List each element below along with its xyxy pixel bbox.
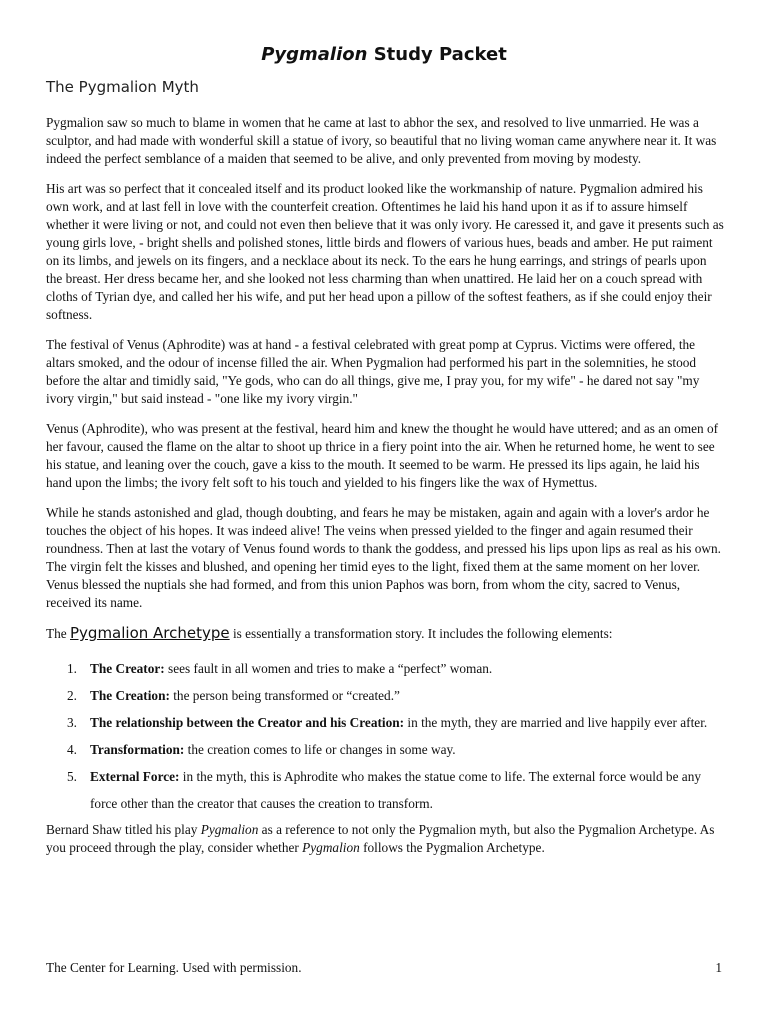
- list-item-desc: sees fault in all women and tries to make a “perfect” woman.: [164, 661, 493, 676]
- list-item-number: 2.: [67, 688, 77, 703]
- closing-text-1: Bernard Shaw titled his play: [46, 822, 201, 837]
- section-heading: The Pygmalion Myth: [46, 78, 199, 96]
- list-item-number: 5.: [67, 769, 77, 784]
- list-item-number: 1.: [67, 661, 77, 676]
- paragraph-2: His art was so perfect that it concealed itself and its product looked like the workmanship of nature. Pygmalion admired his own work, and at last fell in love with the counterfeit creation. Oftentimes he laid his hand upon it as if to assure himself whether it were living or not, and could not even then believe that it was only ivory. He caressed it, and gave it presents such as young girls love, - bright shells and polished stones, little birds and flowers of various hues, beads and amber. He put raiment on its limbs, and jewels on its fingers, and a necklace about its neck. To the ears he hung earrings, and strings of pearls upon the breast. Her dress became her, and she looked not less charming than when unattired. He laid her on a couch spread with cloths of Tyrian dye, and called her his wife, and put her head upon a pillow of the softest feathers, as if she could enjoy their softness.: [46, 181, 724, 322]
- archetype-intro: [46, 624, 726, 643]
- list-item: [46, 763, 726, 817]
- page-footer: [46, 960, 722, 976]
- title-italic: Pygmalion: [261, 44, 368, 65]
- closing-play-title-2: Pygmalion: [302, 840, 360, 855]
- list-item-term: Transformation:: [90, 742, 185, 757]
- closing-text-3: follows the Pygmalion Archetype.: [359, 840, 545, 855]
- page-title: [0, 44, 768, 65]
- closing-text-2: as a reference to not only the Pygmalion myth, but also the Pygmalion Archetype. As you proceed through the play, consider whether: [46, 822, 715, 855]
- paragraph-3: The festival of Venus (Aphrodite) was at hand - a festival celebrated with great pomp at Cyprus. Victims were offered, the altars smoked, and the odour of incense filled the air. When Pygmalion had performed his part in the solemnities, he stood before the altar and timidly said, "Ye gods, who can do all things, give me, I pray you, for my wife" - he dared not say "my ivory virgin," but said instead - "one like my ivory virgin.": [46, 337, 700, 406]
- list-item-desc: the creation comes to life or changes in some way.: [184, 742, 456, 757]
- list-item-desc: in the myth, they are married and live happily ever after.: [404, 715, 708, 730]
- paragraph-4: Venus (Aphrodite), who was present at the festival, heard him and knew the thought he would have uttered; and as an omen of her favour, caused the flame on the altar to shoot up thrice in a fiery point into the air. When he returned home, he went to see his statue, and leaning over the couch, gave a kiss to the mouth. It seemed to be warm. He pressed its lips again, he laid his hand upon the limbs; the ivory felt soft to his touch and yielded to his fingers like the wax of Hymettus.: [46, 421, 719, 490]
- title-rest: Study Packet: [367, 44, 507, 65]
- list-item-desc: in the myth, this is Aphrodite who makes the statue come to life. The external force would be any force other than the creator that causes the creation to transform.: [90, 769, 702, 811]
- list-item-desc: the person being transformed or “created.”: [169, 688, 400, 703]
- list-item: [46, 736, 726, 763]
- closing-paragraph: [46, 821, 726, 857]
- footer-credit: The Center for Learning. Used with permission.: [46, 960, 302, 975]
- list-item-term: The Creator:: [90, 661, 165, 676]
- list-item: [46, 655, 726, 682]
- list-item-term: The Creation:: [90, 688, 170, 703]
- document-body: [46, 114, 726, 869]
- list-item-number: 4.: [67, 742, 77, 757]
- list-item: [46, 709, 726, 736]
- list-item-number: 3.: [67, 715, 77, 730]
- list-item-term: External Force:: [90, 769, 180, 784]
- paragraph-5: While he stands astonished and glad, though doubting, and fears he may be mistaken, again and again with a lover's ardor he touches the object of his hopes. It was indeed alive! The veins when pressed yielded to the finger and again resumed their roundness. Then at last the votary of Venus found words to thank the goddess, and pressed his lips upon lips as real as his own. The virgin felt the kisses and blushed, and opening her timid eyes to the light, fixed them at the same moment on her lover. Venus blessed the nuptials she had formed, and from this union Paphos was born, from whom the city, sacred to Venus, received its name.: [46, 505, 721, 610]
- archetype-name: Pygmalion Archetype: [70, 624, 230, 642]
- closing-play-title-1: Pygmalion: [200, 822, 259, 837]
- archetype-prefix: The: [46, 626, 70, 641]
- paragraph-1: Pygmalion saw so much to blame in women that he came at last to abhor the sex, and resolved to live unmarried. He was a sculptor, and had made with wonderful skill a statue of ivory, so beautiful that no living woman came anywhere near it. It was indeed the perfect semblance of a maiden that seemed to be alive, and only prevented from moving by modesty.: [46, 115, 717, 166]
- page-number: 1: [715, 960, 722, 975]
- elements-list: [46, 655, 726, 817]
- list-item-term: The relationship between the Creator and his Creation:: [90, 715, 405, 730]
- archetype-suffix: is essentially a transformation story. It includes the following elements:: [229, 626, 613, 641]
- list-item: [46, 682, 726, 709]
